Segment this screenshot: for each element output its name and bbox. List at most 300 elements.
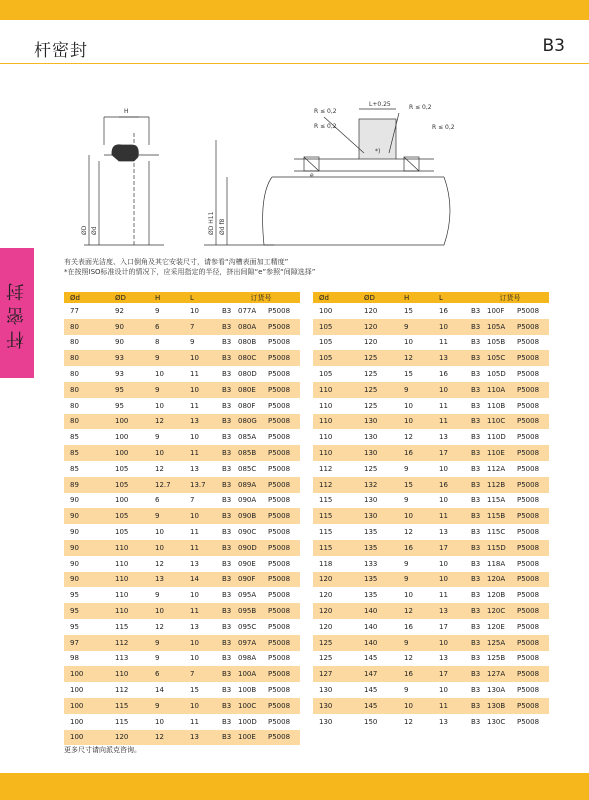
cell-od: 135 bbox=[364, 540, 404, 556]
table-row bbox=[313, 303, 549, 319]
cell-code: 090C bbox=[238, 528, 257, 537]
cell-h: 12 bbox=[404, 433, 413, 442]
cell-series: B3 bbox=[222, 370, 232, 379]
cell-h: 15 bbox=[404, 370, 413, 379]
cell-l: 13 bbox=[439, 603, 471, 619]
cell-h: 9 bbox=[404, 559, 409, 568]
cell-d: 89 bbox=[64, 477, 115, 493]
cell-series: B3 bbox=[471, 496, 481, 505]
cell-h: 15 bbox=[404, 477, 439, 493]
cell-h: 9 bbox=[155, 654, 160, 663]
col-header-d: Ød bbox=[313, 292, 364, 303]
cell-d: 85 bbox=[64, 445, 115, 461]
cell-d: 120 bbox=[319, 622, 333, 631]
cell-material: P5008 bbox=[268, 401, 291, 410]
cell-od: 112 bbox=[115, 686, 129, 695]
cell-l: 13 bbox=[190, 730, 222, 746]
cell-d: 115 bbox=[319, 528, 333, 537]
size-table-right bbox=[313, 292, 549, 730]
table-row bbox=[64, 714, 300, 730]
cell-od: 135 bbox=[364, 572, 404, 588]
col-header-l: L bbox=[439, 292, 471, 303]
cell-h: 10 bbox=[155, 603, 190, 619]
cell-l: 17 bbox=[439, 540, 471, 556]
cell-code: 112A bbox=[487, 464, 506, 473]
cell-l: 10 bbox=[439, 572, 471, 588]
cell-series: B3 bbox=[222, 654, 232, 663]
cell-code: 105B bbox=[487, 338, 506, 347]
cell-series: B3 bbox=[222, 338, 232, 347]
cell-material: P5008 bbox=[268, 445, 300, 461]
table-row bbox=[313, 398, 549, 414]
cell-l: 11 bbox=[439, 401, 448, 410]
cell-l: 13 bbox=[439, 654, 448, 663]
table-row bbox=[64, 477, 300, 493]
cell-l: 10 bbox=[190, 433, 199, 442]
table-row bbox=[313, 698, 549, 714]
cell-series: B3 bbox=[222, 464, 232, 473]
cell-l: 10 bbox=[190, 654, 199, 663]
cell-l: 13 bbox=[190, 559, 199, 568]
table-row bbox=[313, 572, 549, 588]
col-header-order-number: 订货号 bbox=[471, 292, 549, 303]
cell-series: B3 bbox=[222, 572, 238, 588]
cell-series: B3 bbox=[471, 477, 487, 493]
table-row bbox=[64, 508, 300, 524]
cell-material: P5008 bbox=[517, 306, 540, 315]
cell-od: 135 bbox=[364, 591, 378, 600]
table-row bbox=[313, 319, 549, 335]
cell-h: 9 bbox=[404, 382, 439, 398]
cell-d: 110 bbox=[319, 401, 333, 410]
cell-d: 110 bbox=[313, 445, 364, 461]
cell-code: 080F bbox=[238, 401, 256, 410]
cell-d: 125 bbox=[319, 654, 333, 663]
cell-material: P5008 bbox=[268, 382, 300, 398]
cell-code: 130B bbox=[487, 698, 517, 714]
cell-material: P5008 bbox=[268, 464, 291, 473]
cell-l: 16 bbox=[439, 370, 448, 379]
cell-l: 11 bbox=[439, 338, 448, 347]
cell-h: 16 bbox=[404, 666, 439, 682]
cell-d: 110 bbox=[313, 414, 364, 430]
cell-code: 090A bbox=[238, 496, 257, 505]
cell-l: 17 bbox=[439, 445, 471, 461]
bottom-accent-bar bbox=[0, 773, 589, 800]
cell-l: 10 bbox=[190, 306, 199, 315]
cell-series: B3 bbox=[222, 540, 238, 556]
cell-material: P5008 bbox=[268, 717, 291, 726]
cell-material: P5008 bbox=[268, 572, 300, 588]
table-row bbox=[313, 429, 549, 445]
cell-od: 110 bbox=[115, 572, 155, 588]
label-id: Ød bbox=[91, 226, 98, 235]
cell-series: B3 bbox=[471, 382, 487, 398]
cell-d: 110 bbox=[319, 433, 333, 442]
cell-code: 095C bbox=[238, 622, 257, 631]
cell-od: 132 bbox=[364, 477, 404, 493]
table-row bbox=[313, 350, 549, 366]
cell-code: 080E bbox=[238, 382, 268, 398]
cell-d: 100 bbox=[64, 666, 115, 682]
cell-code: 115A bbox=[487, 496, 506, 505]
table-row bbox=[313, 714, 549, 730]
cell-code: 127A bbox=[487, 666, 517, 682]
cell-series: B3 bbox=[222, 414, 238, 430]
cell-series: B3 bbox=[471, 540, 487, 556]
cell-d: 80 bbox=[64, 319, 115, 335]
cell-series: B3 bbox=[222, 698, 238, 714]
cell-l: 13 bbox=[439, 433, 448, 442]
cell-od: 130 bbox=[364, 445, 404, 461]
cell-h: 16 bbox=[404, 540, 439, 556]
table-row bbox=[313, 666, 549, 682]
label-r3: R ≤ 0,2 bbox=[409, 104, 432, 111]
cell-od: 110 bbox=[115, 666, 155, 682]
cell-od: 130 bbox=[364, 508, 404, 524]
cell-code: 089A bbox=[238, 477, 268, 493]
cell-h: 9 bbox=[155, 508, 190, 524]
cell-material: P5008 bbox=[268, 603, 300, 619]
cell-h: 16 bbox=[404, 622, 413, 631]
cell-material: P5008 bbox=[268, 338, 291, 347]
cell-series: B3 bbox=[471, 654, 481, 663]
cell-code: 085A bbox=[238, 433, 257, 442]
cell-material: P5008 bbox=[268, 477, 300, 493]
table-row bbox=[64, 319, 300, 335]
cell-code: 100D bbox=[238, 717, 257, 726]
cell-material: P5008 bbox=[517, 635, 549, 651]
table-row bbox=[64, 698, 300, 714]
cell-l: 13 bbox=[439, 717, 448, 726]
cell-od: 95 bbox=[115, 382, 155, 398]
cell-od: 100 bbox=[115, 496, 129, 505]
cell-material: P5008 bbox=[268, 306, 291, 315]
cell-series: B3 bbox=[471, 508, 487, 524]
cell-od: 120 bbox=[364, 338, 378, 347]
cell-h: 10 bbox=[404, 508, 439, 524]
label-r2: R ≤ 0,2 bbox=[314, 123, 337, 130]
col-header-h: H bbox=[155, 292, 190, 303]
col-header-h: H bbox=[404, 292, 439, 303]
table-row bbox=[64, 619, 300, 635]
table-row bbox=[64, 730, 300, 746]
table-row bbox=[313, 619, 549, 635]
cell-od: 140 bbox=[364, 635, 404, 651]
cell-code: 090D bbox=[238, 540, 268, 556]
cell-d: 130 bbox=[319, 686, 333, 695]
label-od: ØD bbox=[81, 225, 88, 235]
cell-d: 125 bbox=[313, 635, 364, 651]
cell-h: 9 bbox=[404, 319, 439, 335]
cell-od: 100 bbox=[115, 433, 129, 442]
cell-series: B3 bbox=[471, 319, 487, 335]
cell-series: B3 bbox=[222, 528, 232, 537]
cell-h: 10 bbox=[404, 414, 439, 430]
cell-l: 7 bbox=[190, 319, 222, 335]
cell-code: 130C bbox=[487, 717, 506, 726]
note-line-1: 有关表面光洁度、入口倒角及其它安装尺寸，请参看“沟槽表面加工精度” bbox=[64, 258, 289, 266]
cell-od: 125 bbox=[364, 401, 378, 410]
cell-l: 16 bbox=[439, 477, 471, 493]
cell-material: P5008 bbox=[268, 350, 300, 366]
cell-od: 90 bbox=[115, 338, 124, 347]
cell-series: B3 bbox=[471, 306, 481, 315]
cell-l: 10 bbox=[439, 559, 448, 568]
label-r4: R ≤ 0,2 bbox=[432, 124, 455, 131]
cell-h: 10 bbox=[155, 717, 164, 726]
cell-d: 80 bbox=[64, 414, 115, 430]
cell-h: 12 bbox=[155, 622, 164, 631]
cell-series: B3 bbox=[222, 382, 238, 398]
cell-material: P5008 bbox=[517, 686, 540, 695]
cell-code: 105C bbox=[487, 350, 517, 366]
cell-d: 100 bbox=[70, 686, 84, 695]
cell-od: 95 bbox=[115, 401, 124, 410]
table-row bbox=[64, 682, 300, 698]
cell-d: 112 bbox=[313, 477, 364, 493]
cell-material: P5008 bbox=[268, 370, 291, 379]
cell-l: 13 bbox=[190, 622, 199, 631]
table-row bbox=[313, 335, 549, 351]
cell-h: 9 bbox=[155, 635, 190, 651]
cell-series: B3 bbox=[471, 622, 481, 631]
table-row bbox=[313, 682, 549, 698]
cell-od: 133 bbox=[364, 559, 378, 568]
table-row bbox=[64, 635, 300, 651]
cell-d: 100 bbox=[64, 698, 115, 714]
cell-d: 95 bbox=[70, 591, 79, 600]
cell-code: 120C bbox=[487, 603, 517, 619]
cell-code: 080G bbox=[238, 414, 268, 430]
cell-series: B3 bbox=[222, 666, 238, 682]
cell-d: 90 bbox=[70, 496, 79, 505]
label-r1: R ≤ 0,2 bbox=[314, 108, 337, 115]
cell-l: 13 bbox=[190, 414, 222, 430]
cell-l: 17 bbox=[439, 666, 471, 682]
cell-series: B3 bbox=[471, 445, 487, 461]
cell-d: 105 bbox=[319, 338, 333, 347]
cell-material: P5008 bbox=[268, 635, 300, 651]
cell-series: B3 bbox=[471, 591, 481, 600]
cell-od: 140 bbox=[364, 603, 404, 619]
cell-material: P5008 bbox=[517, 464, 540, 473]
size-table-left bbox=[64, 292, 300, 745]
label-l: L+0.25 bbox=[369, 101, 391, 108]
installation-diagram bbox=[64, 95, 464, 250]
cell-d: 120 bbox=[313, 603, 364, 619]
cell-code: 115D bbox=[487, 540, 517, 556]
cell-code: 105A bbox=[487, 319, 517, 335]
cell-series: B3 bbox=[471, 464, 481, 473]
cell-od: 105 bbox=[115, 528, 129, 537]
cell-series: B3 bbox=[471, 603, 487, 619]
cell-series: B3 bbox=[222, 496, 232, 505]
cell-code: 090F bbox=[238, 572, 268, 588]
cell-d: 130 bbox=[319, 717, 333, 726]
cell-material: P5008 bbox=[268, 622, 291, 631]
cell-l: 10 bbox=[439, 686, 448, 695]
cell-series: B3 bbox=[471, 635, 487, 651]
table-row bbox=[64, 493, 300, 509]
cell-series: B3 bbox=[222, 635, 238, 651]
cell-h: 12 bbox=[404, 528, 413, 537]
cell-material: P5008 bbox=[517, 540, 549, 556]
cell-od: 130 bbox=[364, 433, 378, 442]
cell-material: P5008 bbox=[517, 382, 549, 398]
cell-code: 120B bbox=[487, 591, 506, 600]
cell-d: 98 bbox=[70, 654, 79, 663]
cell-d: 105 bbox=[319, 370, 333, 379]
table-row bbox=[64, 303, 300, 319]
cell-code: 095B bbox=[238, 603, 268, 619]
cell-h: 8 bbox=[155, 338, 160, 347]
cell-h: 9 bbox=[155, 591, 160, 600]
cell-material: P5008 bbox=[268, 414, 300, 430]
cell-material: P5008 bbox=[517, 496, 540, 505]
cell-material: P5008 bbox=[268, 666, 300, 682]
cell-l: 7 bbox=[190, 666, 222, 682]
cell-l: 13 bbox=[439, 528, 448, 537]
cell-d: 95 bbox=[70, 622, 79, 631]
cell-h: 6 bbox=[155, 666, 190, 682]
cell-d: 95 bbox=[64, 603, 115, 619]
cell-code: 097A bbox=[238, 635, 268, 651]
cell-od: 115 bbox=[115, 698, 155, 714]
cell-h: 6 bbox=[155, 496, 160, 505]
table-row bbox=[313, 493, 549, 509]
table-row bbox=[64, 366, 300, 382]
cell-od: 130 bbox=[364, 414, 404, 430]
cell-h: 12 bbox=[404, 654, 413, 663]
cell-code: 080B bbox=[238, 338, 257, 347]
cell-d: 105 bbox=[313, 350, 364, 366]
cell-code: 125B bbox=[487, 654, 506, 663]
cell-code: 080C bbox=[238, 350, 268, 366]
cell-od: 147 bbox=[364, 666, 404, 682]
cell-od: 125 bbox=[364, 382, 404, 398]
cell-code: 100B bbox=[238, 686, 257, 695]
cell-od: 120 bbox=[364, 319, 404, 335]
table-row bbox=[313, 366, 549, 382]
cell-h: 9 bbox=[404, 686, 409, 695]
col-header-d: Ød bbox=[64, 292, 115, 303]
cell-l: 11 bbox=[190, 528, 199, 537]
cell-d: 85 bbox=[70, 464, 79, 473]
table-row bbox=[64, 335, 300, 351]
cell-code: 120E bbox=[487, 622, 505, 631]
cell-od: 100 bbox=[115, 414, 155, 430]
table-row bbox=[313, 603, 549, 619]
table-row bbox=[313, 382, 549, 398]
cell-code: 077A bbox=[238, 306, 257, 315]
cell-d: 110 bbox=[313, 382, 364, 398]
cell-d: 112 bbox=[319, 464, 333, 473]
cell-d: 90 bbox=[64, 508, 115, 524]
cell-code: 115C bbox=[487, 528, 506, 537]
cell-h: 15 bbox=[404, 306, 413, 315]
cell-h: 10 bbox=[155, 540, 190, 556]
cell-material: P5008 bbox=[517, 338, 540, 347]
table-row bbox=[313, 587, 549, 603]
label-od-tol: ØD H11 bbox=[208, 211, 215, 235]
cell-material: P5008 bbox=[517, 370, 540, 379]
cell-l: 13 bbox=[190, 464, 199, 473]
table-row bbox=[64, 666, 300, 682]
cell-l: 11 bbox=[190, 717, 199, 726]
cell-code: 080A bbox=[238, 319, 268, 335]
label-star: *) bbox=[375, 148, 381, 155]
cell-od: 145 bbox=[364, 686, 378, 695]
cell-h: 9 bbox=[155, 698, 190, 714]
cell-code: 115B bbox=[487, 508, 517, 524]
cell-series: B3 bbox=[471, 698, 487, 714]
cell-series: B3 bbox=[471, 572, 487, 588]
cell-od: 93 bbox=[115, 350, 155, 366]
cell-d: 80 bbox=[64, 382, 115, 398]
table-row bbox=[64, 524, 300, 540]
cell-l: 11 bbox=[190, 370, 199, 379]
cell-series: B3 bbox=[222, 730, 238, 746]
page-title: 杆密封 bbox=[34, 41, 88, 61]
cell-d: 85 bbox=[70, 433, 79, 442]
cell-h: 10 bbox=[404, 698, 439, 714]
cell-l: 10 bbox=[190, 382, 222, 398]
cell-d: 115 bbox=[319, 496, 333, 505]
side-tab-label: 杆密封 bbox=[6, 277, 27, 349]
cell-od: 125 bbox=[364, 464, 378, 473]
cell-series: B3 bbox=[471, 414, 487, 430]
cell-l: 10 bbox=[439, 319, 471, 335]
cell-d: 77 bbox=[70, 306, 79, 315]
cell-material: P5008 bbox=[517, 445, 549, 461]
table-row bbox=[313, 508, 549, 524]
top-accent-bar bbox=[0, 0, 589, 20]
cell-material: P5008 bbox=[517, 350, 549, 366]
cell-material: P5008 bbox=[517, 698, 549, 714]
cell-material: P5008 bbox=[517, 528, 540, 537]
cell-od: 120 bbox=[115, 730, 155, 746]
cell-l: 10 bbox=[190, 350, 222, 366]
cell-l: 10 bbox=[190, 698, 222, 714]
cell-h: 9 bbox=[404, 464, 409, 473]
cell-l: 11 bbox=[190, 540, 222, 556]
label-h: H bbox=[124, 108, 129, 115]
cell-od: 150 bbox=[364, 717, 378, 726]
table-row bbox=[64, 350, 300, 366]
cell-od: 115 bbox=[115, 717, 129, 726]
table-header-row bbox=[313, 292, 549, 303]
cell-series: B3 bbox=[471, 686, 481, 695]
table-row bbox=[64, 572, 300, 588]
cell-code: 112B bbox=[487, 477, 517, 493]
cell-l: 10 bbox=[439, 496, 448, 505]
table-row bbox=[313, 556, 549, 572]
cell-d: 90 bbox=[70, 528, 79, 537]
cell-od: 92 bbox=[115, 306, 124, 315]
cell-series: B3 bbox=[471, 433, 481, 442]
title-rule bbox=[0, 63, 589, 64]
cell-l: 13.7 bbox=[190, 477, 222, 493]
cell-d: 120 bbox=[313, 572, 364, 588]
cell-l: 10 bbox=[190, 591, 199, 600]
col-header-l: L bbox=[190, 292, 222, 303]
cell-d: 97 bbox=[64, 635, 115, 651]
cell-code: 110B bbox=[487, 401, 506, 410]
cell-h: 13 bbox=[155, 572, 190, 588]
cell-h: 9 bbox=[155, 433, 160, 442]
table-row bbox=[313, 540, 549, 556]
